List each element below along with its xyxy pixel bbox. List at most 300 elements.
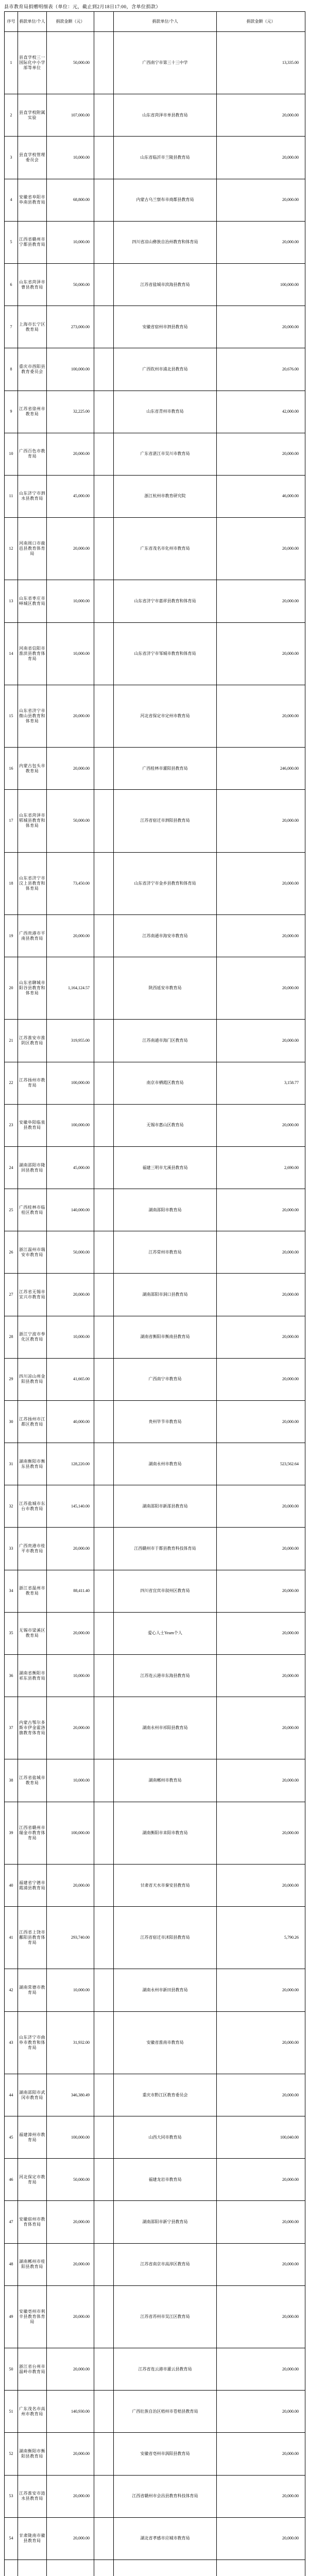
spacer-cell (94, 580, 114, 622)
row-number: 38 (5, 1759, 18, 1802)
donation-amount-right: 20,000.00 (217, 221, 305, 263)
table-row (5, 2159, 305, 2201)
donor-name: 湖南常德市教育局 (18, 1969, 47, 2011)
donor-name: 江西省赣州市瑞金市教育体育局 (18, 1802, 47, 1864)
donor-unit: 四川省凉山彝族自治州教育和体育局 (114, 221, 217, 263)
donation-amount-right: 20,000.00 (217, 1231, 305, 1274)
donor-name: 内蒙古鄂尔多斯市伊金霍洛旗教育体育局 (18, 1697, 47, 1759)
table-row (5, 1907, 305, 1969)
spacer-cell (94, 685, 114, 747)
donor-name: 安徽省阜阳市阜南县教育局 (18, 179, 47, 221)
donation-amount-right: 20,000.00 (217, 2201, 305, 2243)
donor-unit: 爱心人士Yearn个人 (114, 1612, 217, 1654)
donor-name: 广东茂名市高州市教育局 (18, 2391, 47, 2433)
donation-amount-right: 20,000.00 (217, 790, 305, 852)
table-row (5, 914, 305, 957)
spacer-cell (94, 1655, 114, 1697)
donor-name: 广西贵港市平南县教育局 (18, 914, 47, 957)
row-number: 26 (5, 1231, 18, 1274)
donor-unit: 江西省赣州市会昌县教育科技体育局 (114, 2475, 217, 2517)
spacer-cell (94, 748, 114, 790)
donor-name: 河南周口市鹿邑县教育体育局 (18, 518, 47, 580)
donor-name: 山东省济宁市微山县教育和体育局 (18, 685, 47, 747)
donation-amount: 50,000.00 (47, 790, 94, 852)
row-number: 10 (5, 433, 18, 475)
donor-name: 四川凉山州金阳县教育局 (18, 1358, 47, 1400)
table-row (5, 1655, 305, 1697)
donor-unit: 江苏常州市教育局 (114, 1231, 217, 1274)
donation-amount: 20,000.00 (47, 518, 94, 580)
row-number: 15 (5, 685, 18, 747)
row-number: 29 (5, 1358, 18, 1400)
donor-name (18, 2560, 47, 2576)
row-number: 5 (5, 221, 18, 263)
donor-name: 山东省菏泽市曹县教育局 (18, 264, 47, 306)
row-number: 41 (5, 1907, 18, 1969)
donation-amount: 68,800.00 (47, 179, 94, 221)
spacer-cell (94, 1759, 114, 1802)
donation-amount-right: 20,000.00 (217, 1864, 305, 1906)
donation-amount: 20,000.00 (47, 2517, 94, 2560)
donor-name: 山东省济宁市汶上县教育和体育局 (18, 852, 47, 914)
donation-amount: 100,000.00 (47, 2116, 94, 2159)
donation-amount-right: 20,000.00 (217, 852, 305, 914)
donor-name: 江苏省无锡市宜兴市教育局 (18, 1274, 47, 1316)
table-row (5, 2517, 305, 2560)
row-number: 39 (5, 1802, 18, 1864)
donation-amount-right (217, 2560, 305, 2576)
donation-amount: 50,000.00 (47, 264, 94, 306)
spacer-cell (94, 2201, 114, 2243)
row-number: 28 (5, 1316, 18, 1358)
donation-amount: 10,000.00 (47, 1655, 94, 1697)
row-number: 9 (5, 391, 18, 433)
donor-name: 广西百色市教育局 (18, 433, 47, 475)
table-row (5, 2201, 305, 2243)
table-row (5, 2285, 305, 2348)
donation-amount: 319,955.00 (47, 1020, 94, 1062)
donor-name: 广西贵港市桂平市教育局 (18, 1528, 47, 1570)
spacer-cell (94, 1697, 114, 1759)
spacer-cell (94, 1062, 114, 1104)
table-row (5, 2011, 305, 2074)
donor-name: 县直学校管理委员会 (18, 137, 47, 179)
donation-amount-right: 20,000.00 (217, 1358, 305, 1400)
table-row (5, 1528, 305, 1570)
donor-unit: 江苏南通市海安市教育局 (114, 914, 217, 957)
donation-amount-right: 20,000.00 (217, 1570, 305, 1612)
donation-amount-right: 20,000.00 (217, 433, 305, 475)
table-row (5, 1802, 305, 1864)
row-number: 30 (5, 1400, 18, 1443)
donor-name: 江西省上饶市鄱阳县教育体育局 (18, 1907, 47, 1969)
donation-amount: 20,000.00 (47, 1528, 94, 1570)
spacer-cell (94, 94, 114, 137)
row-number: 43 (5, 2011, 18, 2074)
row-number: 47 (5, 2201, 18, 2243)
donor-name: 内蒙古包头市教育局 (18, 748, 47, 790)
donation-amount-right: 20,000.00 (217, 2011, 305, 2074)
donor-name: 浙江温州市瑞安市教育局 (18, 1231, 47, 1274)
spacer-cell (94, 790, 114, 852)
donor-name: 山东省菏泽市郓城县教育和体育局 (18, 790, 47, 852)
row-number: 6 (5, 264, 18, 306)
spacer-cell (94, 1020, 114, 1062)
table-header-row (5, 12, 305, 32)
donor-unit (114, 2560, 217, 2576)
donor-unit: 山东省临沂市兰陵县教育局 (114, 137, 217, 179)
row-number: 18 (5, 852, 18, 914)
donation-amount: 41,665.00 (47, 1358, 94, 1400)
table-row (5, 264, 305, 306)
spacer-cell (94, 518, 114, 580)
row-number: 21 (5, 1020, 18, 1062)
row-number: 31 (5, 1443, 18, 1485)
donor-name: 江苏淮安市淮阴区教育局 (18, 1020, 47, 1062)
donation-amount-right: 2,690.00 (217, 1146, 305, 1189)
donor-unit: 陕西延安市教育局 (114, 957, 217, 1020)
donor-name: 江西省赣州市宁都县教育局 (18, 221, 47, 263)
donation-amount-right: 20,000.00 (217, 1485, 305, 1528)
spacer-cell (94, 2116, 114, 2159)
donor-unit: 江西赣州市于都县教育科技体育局 (114, 1528, 217, 1570)
donor-unit: 山东省菏泽市单县教育局 (114, 94, 217, 137)
table-row (5, 2116, 305, 2159)
donor-name: 无锡市梁溪区教育局 (18, 1612, 47, 1654)
donation-amount-right: 20,000.00 (217, 518, 305, 580)
table-row (5, 1864, 305, 1906)
spacer-cell (94, 1316, 114, 1358)
donor-name: 河北保定市教育局 (18, 2159, 47, 2201)
table-row (5, 1759, 305, 1802)
donor-name: 江苏盐城市东台市教育局 (18, 1485, 47, 1528)
donation-amount-right: 20,000.00 (217, 1655, 305, 1697)
donor-unit: 福建三明市尤溪县教育局 (114, 1146, 217, 1189)
donor-name: 安徽亳州市利辛县教育体育局 (18, 2285, 47, 2348)
donation-amount-right: 20,000.00 (217, 2517, 305, 2560)
row-number: 3 (5, 137, 18, 179)
row-number: 2 (5, 94, 18, 137)
donor-name: 山东济宁市曲阜市教育和体育局 (18, 2011, 47, 2074)
donation-amount: 128,220.00 (47, 1443, 94, 1485)
donor-name: 江苏省徐州市教育局 (18, 391, 47, 433)
donation-amount: 100,000.00 (47, 1802, 94, 1864)
table-row (5, 137, 305, 179)
donation-amount-right: 20,000.00 (217, 1759, 305, 1802)
row-number: 46 (5, 2159, 18, 2201)
spacer-cell (94, 2517, 114, 2560)
donation-amount: 10,000.00 (47, 580, 94, 622)
donation-amount-right: 20,676.00 (217, 348, 305, 391)
spacer-cell (94, 1443, 114, 1485)
donor-unit: 广西桂林市灌阳县教育局 (114, 748, 217, 790)
donation-amount: 20,000.00 (47, 2348, 94, 2391)
donor-unit: 江苏省南京市高淳区教育局 (114, 2243, 217, 2285)
table-row (5, 32, 305, 94)
table-row (5, 348, 305, 391)
donation-amount: 20,000.00 (47, 1612, 94, 1654)
table-row (5, 391, 305, 433)
donation-amount: 20,000.00 (47, 914, 94, 957)
table-row (5, 685, 305, 747)
row-number: 45 (5, 2116, 18, 2159)
donation-amount-right: 20,000.00 (217, 622, 305, 685)
spacer-cell (94, 1104, 114, 1146)
donor-unit: 江苏南通市海门区教育局 (114, 1020, 217, 1062)
donor-unit: 广西钦州市浦北县教育局 (114, 348, 217, 391)
table-row (5, 957, 305, 1020)
donation-amount-right: 20,000.00 (217, 94, 305, 137)
donation-amount: 293,740.00 (47, 1907, 94, 1969)
spacer-cell (94, 2011, 114, 2074)
donation-amount: 20,000.00 (47, 2433, 94, 2475)
spacer-cell (94, 348, 114, 391)
header-donor: 捐款单位/个人 (18, 12, 47, 32)
donation-amount-right: 20,000.00 (217, 2391, 305, 2433)
donor-name: 山东省聊城市阳谷县教育和体育局 (18, 957, 47, 1020)
donor-name: 福建漳州市教育局 (18, 2116, 47, 2159)
donation-amount: 45,000.00 (47, 1146, 94, 1189)
row-number: 27 (5, 1274, 18, 1316)
row-number: 37 (5, 1697, 18, 1759)
donation-amount: 73,450.00 (47, 852, 94, 914)
spacer-cell (94, 914, 114, 957)
donation-amount: 10,000.00 (47, 622, 94, 685)
table-row (5, 2348, 305, 2391)
donation-amount-right: 20,000.00 (217, 685, 305, 747)
table-row (5, 1146, 305, 1189)
donation-amount: 100,000.00 (47, 348, 94, 391)
row-number: 53 (5, 2475, 18, 2517)
table-row (5, 518, 305, 580)
donor-name: 重庆市酉阳县教育委员会 (18, 348, 47, 391)
donation-amount-right: 20,000.00 (217, 137, 305, 179)
header-amount: 捐款金额（元） (47, 12, 94, 32)
donation-amount: 140,930.00 (47, 2391, 94, 2433)
donor-name: 浙江省温州市教育局 (18, 1570, 47, 1612)
spacer-cell (94, 2159, 114, 2201)
donor-unit: 江苏省连云港市灌云县教育局 (114, 2348, 217, 2391)
row-number: 34 (5, 1570, 18, 1612)
table-row (5, 1697, 305, 1759)
table-row (5, 1400, 305, 1443)
donation-amount-right: 20,000.00 (217, 2159, 305, 2201)
donor-name: 山东济宁市泗水县教育局 (18, 475, 47, 517)
donor-unit: 无锡市惠山区教育局 (114, 1104, 217, 1146)
row-number: 50 (5, 2348, 18, 2391)
donor-unit: 江苏省盐城市滨海县教育局 (114, 264, 217, 306)
donor-unit: 安徽省亳州市涡阳县教育局 (114, 2433, 217, 2475)
spacer-cell (94, 179, 114, 221)
row-number: 35 (5, 1612, 18, 1654)
donor-name: 湖南衡阳市衡东县教育局 (18, 1443, 47, 1485)
row-number: 25 (5, 1189, 18, 1231)
donor-name: 湖南邵阳市隆回县教育局 (18, 1146, 47, 1189)
table-row (5, 580, 305, 622)
donation-amount-right: 20,000.00 (217, 1802, 305, 1864)
table-caption: 县市教育局捐赠明细表（单位：元，截止到2月18日17:00，含单位捐款） (4, 4, 161, 9)
spacer-cell (94, 622, 114, 685)
donor-name: 湖南邵阳市武冈市教育局 (18, 2074, 47, 2116)
row-number: 14 (5, 622, 18, 685)
row-number: 33 (5, 1528, 18, 1570)
donor-unit: 湖南邵阳市洞口县教育局 (114, 1274, 217, 1316)
table-row (5, 221, 305, 263)
donation-amount-right: 20,000.00 (217, 1316, 305, 1358)
spacer-cell (94, 1612, 114, 1654)
spacer-cell (94, 2285, 114, 2348)
donation-amount (47, 2560, 94, 2576)
donation-amount: 100,000.00 (47, 1104, 94, 1146)
table-row (5, 1274, 305, 1316)
table-row (5, 1316, 305, 1358)
donation-amount: 31,932.00 (47, 2011, 94, 2074)
spacer-cell (94, 1274, 114, 1316)
donor-unit: 南京市栖霞区教育局 (114, 1062, 217, 1104)
row-number: 22 (5, 1062, 18, 1104)
donor-name: 上海市长宁区教育局 (18, 306, 47, 348)
donation-amount: 20,000.00 (47, 2475, 94, 2517)
donation-amount: 1,164,124.57 (47, 957, 94, 1020)
donor-name: 县直学校三一国际化中小学部等单位 (18, 32, 47, 94)
row-number: 20 (5, 957, 18, 1020)
donation-amount-right: 5,790.26 (217, 1907, 305, 1969)
donation-amount-right: 42,000.00 (217, 391, 305, 433)
donor-unit: 贵州毕节市教育局 (114, 1400, 217, 1443)
donor-unit: 江苏连云港市东海县教育局 (114, 1655, 217, 1697)
table-row (5, 2475, 305, 2517)
donor-unit: 内蒙古乌兰察布市商都县教育局 (114, 179, 217, 221)
spacer-cell (94, 1969, 114, 2011)
donation-amount-right: 20,000.00 (217, 957, 305, 1020)
donation-amount-right: 246,000.00 (217, 748, 305, 790)
donor-name: 福建省宁德市霞浦县教育局 (18, 1864, 47, 1906)
donor-unit: 山东省济宁市嘉祥县教育和体育局 (114, 580, 217, 622)
donation-amount: 20,000.00 (47, 1864, 94, 1906)
spacer-cell (94, 1907, 114, 1969)
spacer-cell (94, 264, 114, 306)
donor-unit: 四川省宜宾市叙州区教育局 (114, 1570, 217, 1612)
donor-unit: 湖南衡阳市耒阳市教育局 (114, 1802, 217, 1864)
donation-amount: 88,411.40 (47, 1570, 94, 1612)
donation-amount: 10,000.00 (47, 1969, 94, 2011)
table-body (5, 32, 305, 2576)
donor-unit: 安徽省淮南市教育局 (114, 2011, 217, 2074)
row-number: 42 (5, 1969, 18, 2011)
donor-name: 安徽阜阳临泉县教育局 (18, 1104, 47, 1146)
donation-amount-right: 20,000.00 (217, 1400, 305, 1443)
row-number: 52 (5, 2433, 18, 2475)
spacer-cell (94, 957, 114, 1020)
donation-amount: 20,000.00 (47, 2243, 94, 2285)
donation-amount-right: 20,000.00 (217, 1104, 305, 1146)
donor-name: 安徽宿州市教育体育局 (18, 2201, 47, 2243)
donor-unit: 湖南省衡阳市衡南县教育局 (114, 1316, 217, 1358)
row-number: 12 (5, 518, 18, 580)
table-row (5, 2560, 305, 2576)
donor-unit: 广东省湛江市吴川市教育局 (114, 433, 217, 475)
donation-amount-right: 20,000.00 (217, 914, 305, 957)
donor-unit: 湖南永州市新田县教育局 (114, 1969, 217, 2011)
row-number: 51 (5, 2391, 18, 2433)
table-row (5, 1443, 305, 1485)
spacer-cell (94, 1189, 114, 1231)
donation-amount-right: 20,000.00 (217, 1697, 305, 1759)
donation-amount: 50,000.00 (47, 1231, 94, 1274)
donation-amount-right: 20,000.00 (217, 1612, 305, 1654)
donor-name: 江苏淮安市涟水县教育局 (18, 2475, 47, 2517)
donation-amount-right: 20,000.00 (217, 1189, 305, 1231)
donor-name: 江苏扬州市江都区教育局 (18, 1400, 47, 1443)
table-row (5, 1104, 305, 1146)
row-number: 40 (5, 1864, 18, 1906)
donor-unit: 河北省保定市定州市教育局 (114, 685, 217, 747)
spacer-cell (94, 1528, 114, 1570)
table-row (5, 179, 305, 221)
donor-name: 浙江宁波市奉化区教育局 (18, 1316, 47, 1358)
donor-unit: 甘肃省天水市秦安县教育局 (114, 1864, 217, 1906)
spacer-cell (94, 2475, 114, 2517)
donation-amount-right: 20,000.00 (217, 1274, 305, 1316)
donor-name: 甘肃陇南市徽县教育局 (18, 2517, 47, 2560)
donation-amount: 20,000.00 (47, 685, 94, 747)
table-row (5, 790, 305, 852)
spacer-cell (94, 32, 114, 94)
donation-amount: 10,000.00 (47, 1759, 94, 1802)
donation-amount-right: 3,158.77 (217, 1062, 305, 1104)
donation-amount-right: 523,562.64 (217, 1443, 305, 1485)
donation-amount-right: 20,000.00 (217, 1528, 305, 1570)
table-row (5, 852, 305, 914)
table-row (5, 94, 305, 137)
donor-unit: 湖南永州市教育局 (114, 1443, 217, 1485)
table-row (5, 433, 305, 475)
table-row (5, 1358, 305, 1400)
donation-amount: 145,140.00 (47, 1485, 94, 1528)
row-number: 16 (5, 748, 18, 790)
row-number (5, 2560, 18, 2576)
table-row (5, 1612, 305, 1654)
spacer-cell (94, 2560, 114, 2576)
table-row (5, 2074, 305, 2116)
row-number: 8 (5, 348, 18, 391)
donation-amount-right: 100,000.00 (217, 264, 305, 306)
header-spacer (94, 12, 114, 32)
table-row (5, 1189, 305, 1231)
table-row (5, 475, 305, 517)
header-amount-right: 捐款金额（元） (217, 12, 305, 32)
table-row (5, 1231, 305, 1274)
spacer-cell (94, 137, 114, 179)
donor-unit: 山东省济宁市邹城市教育和体育局 (114, 622, 217, 685)
table-row (5, 1969, 305, 2011)
row-number: 44 (5, 2074, 18, 2116)
donation-amount: 20,000.00 (47, 748, 94, 790)
donor-unit: 安徽省宿州市泗县教育局 (114, 306, 217, 348)
donor-unit: 湖南邵阳市教育局 (114, 1189, 217, 1231)
row-number: 1 (5, 32, 18, 94)
donation-amount-right: 20,000.00 (217, 179, 305, 221)
row-number: 19 (5, 914, 18, 957)
spacer-cell (94, 2348, 114, 2391)
donation-amount: 32,225.00 (47, 391, 94, 433)
donation-amount-right: 20,000.00 (217, 1969, 305, 2011)
row-number: 13 (5, 580, 18, 622)
donor-unit: 广西南宁市第三十三中学 (114, 32, 217, 94)
donor-name: 广西桂林市临桂区教育局 (18, 1189, 47, 1231)
donation-amount-right: 20,000.00 (217, 2475, 305, 2517)
row-number: 17 (5, 790, 18, 852)
